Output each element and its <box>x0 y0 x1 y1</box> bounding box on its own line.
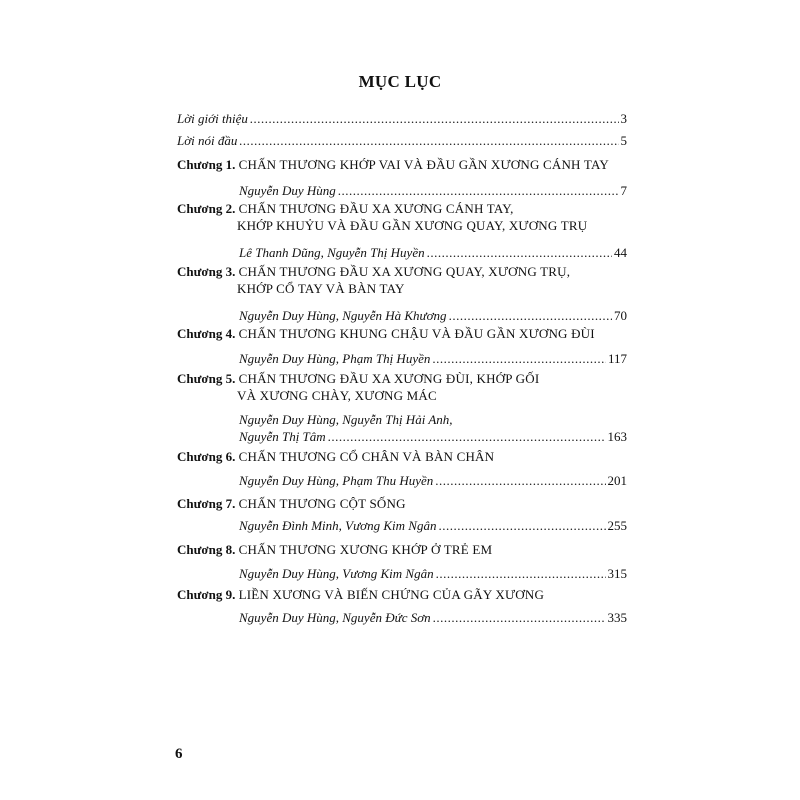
chapter-page: 117 <box>607 351 627 366</box>
chapter-heading-4 <box>177 325 627 343</box>
chapter-number: Chương 5. <box>177 371 236 386</box>
dot-leader <box>427 244 612 262</box>
chapter-page: 163 <box>607 429 627 444</box>
chapter-title: CHẤN THƯƠNG CỘT SỐNG <box>238 496 406 511</box>
chapter-authors: Nguyễn Đình Minh, Vương Kim Ngân <box>239 518 437 533</box>
page-title: MỤC LỤC <box>358 72 442 91</box>
chapter-heading-6 <box>177 448 627 466</box>
chapter-number: Chương 9. <box>177 587 236 602</box>
chapter-author-entry-6 <box>239 472 627 490</box>
chapter-heading-5 <box>177 370 627 388</box>
dot-leader <box>435 472 605 490</box>
toc-entry-front-2 <box>177 132 627 150</box>
chapter-number: Chương 4. <box>177 326 236 341</box>
toc-entry-label: Lời nói đầu <box>177 133 238 148</box>
dot-leader <box>449 307 612 325</box>
chapter-authors: Nguyễn Duy Hùng, Nguyễn Thị Hải Anh, <box>239 412 453 427</box>
chapter-title: LIỀN XƯƠNG VÀ BIẾN CHỨNG CỦA GÃY XƯƠNG <box>238 587 545 602</box>
chapter-title: CHẤN THƯƠNG KHUNG CHẬU VÀ ĐẦU GẦN XƯƠNG ĐÙI <box>238 326 595 341</box>
toc-entry-front-1 <box>177 110 627 128</box>
chapter-authors: Nguyễn Duy Hùng, Nguyễn Đức Sơn <box>239 610 431 625</box>
chapter-title-line-2: VÀ XƯƠNG CHÀY, XƯƠNG MÁC <box>237 388 437 403</box>
chapter-number: Chương 3. <box>177 264 236 279</box>
dot-leader <box>438 517 605 535</box>
chapter-heading-8 <box>177 541 627 559</box>
dot-leader <box>239 132 618 150</box>
chapter-page: 335 <box>607 610 627 625</box>
page-number: 6 <box>175 746 183 762</box>
chapter-heading-7 <box>177 495 627 513</box>
toc-entry-label: Lời giới thiệu <box>177 111 248 126</box>
chapter-author-entry-1 <box>239 182 627 200</box>
chapter-page: 315 <box>607 566 627 581</box>
chapter-title-line-2: KHỚP KHUỶU VÀ ĐẦU GẦN XƯƠNG QUAY, XƯƠNG TRỤ <box>237 218 588 233</box>
chapter-title: CHẤN THƯƠNG ĐẦU XA XƯƠNG CÁNH TAY, <box>238 201 514 216</box>
chapter-heading-1 <box>177 156 627 174</box>
chapter-author-entry-9 <box>239 609 627 627</box>
chapter-author-entry-7 <box>239 517 627 535</box>
chapter-number: Chương 2. <box>177 201 236 216</box>
chapter-title: CHẤN THƯƠNG ĐẦU XA XƯƠNG QUAY, XƯƠNG TRỤ, <box>238 264 571 279</box>
chapter-author-entry-2 <box>239 244 627 262</box>
chapter-author-line-5a <box>239 411 627 429</box>
chapter-title: CHẤN THƯƠNG KHỚP VAI VÀ ĐẦU GẦN XƯƠNG CÁNH TAY <box>238 157 609 172</box>
chapter-author-entry-4 <box>239 350 627 368</box>
toc-entry-page: 3 <box>620 111 627 126</box>
chapter-title: CHẤN THƯƠNG ĐẦU XA XƯƠNG ĐÙI, KHỚP GỐI <box>238 371 540 386</box>
chapter-author-entry-8 <box>239 565 627 583</box>
chapter-number: Chương 1. <box>177 157 236 172</box>
chapter-title-continued-5 <box>237 387 687 405</box>
dot-leader <box>432 350 606 368</box>
chapter-number: Chương 6. <box>177 449 236 464</box>
chapter-authors: Nguyễn Duy Hùng <box>239 183 336 198</box>
chapter-page: 7 <box>620 183 627 198</box>
chapter-authors: Nguyễn Duy Hùng, Phạm Thị Huyền <box>239 351 431 366</box>
chapter-page: 201 <box>607 473 627 488</box>
toc-entry-page: 5 <box>620 133 627 148</box>
chapter-heading-3 <box>177 263 627 281</box>
chapter-title-line-2: KHỚP CỔ TAY VÀ BÀN TAY <box>237 281 405 296</box>
dot-leader <box>338 182 619 200</box>
chapter-title: CHẤN THƯƠNG CỔ CHÂN VÀ BÀN CHÂN <box>238 449 495 464</box>
dot-leader <box>436 565 606 583</box>
chapter-heading-2 <box>177 200 627 218</box>
chapter-number: Chương 7. <box>177 496 236 511</box>
chapter-page: 255 <box>607 518 627 533</box>
chapter-author-entry-3 <box>239 307 627 325</box>
chapter-title: CHẤN THƯƠNG XƯƠNG KHỚP Ở TRẺ EM <box>238 542 493 557</box>
chapter-authors: Nguyễn Duy Hùng, Vương Kim Ngân <box>239 566 434 581</box>
chapter-authors: Lê Thanh Dũng, Nguyễn Thị Huyền <box>239 245 425 260</box>
chapter-title-continued-2 <box>237 217 687 235</box>
chapter-title-continued-3 <box>237 280 687 298</box>
chapter-authors: Nguyễn Duy Hùng, Phạm Thu Huyền <box>239 473 434 488</box>
chapter-number: Chương 8. <box>177 542 236 557</box>
chapter-heading-9 <box>177 586 627 604</box>
chapter-authors-line-2: Nguyễn Thị Tâm <box>239 429 326 444</box>
dot-leader <box>250 110 619 128</box>
chapter-authors: Nguyễn Duy Hùng, Nguyễn Hà Khương <box>239 308 447 323</box>
chapter-page: 70 <box>614 308 627 323</box>
chapter-page: 44 <box>614 245 627 260</box>
chapter-author-entry-5 <box>239 428 627 446</box>
dot-leader <box>328 428 606 446</box>
dot-leader <box>433 609 606 627</box>
